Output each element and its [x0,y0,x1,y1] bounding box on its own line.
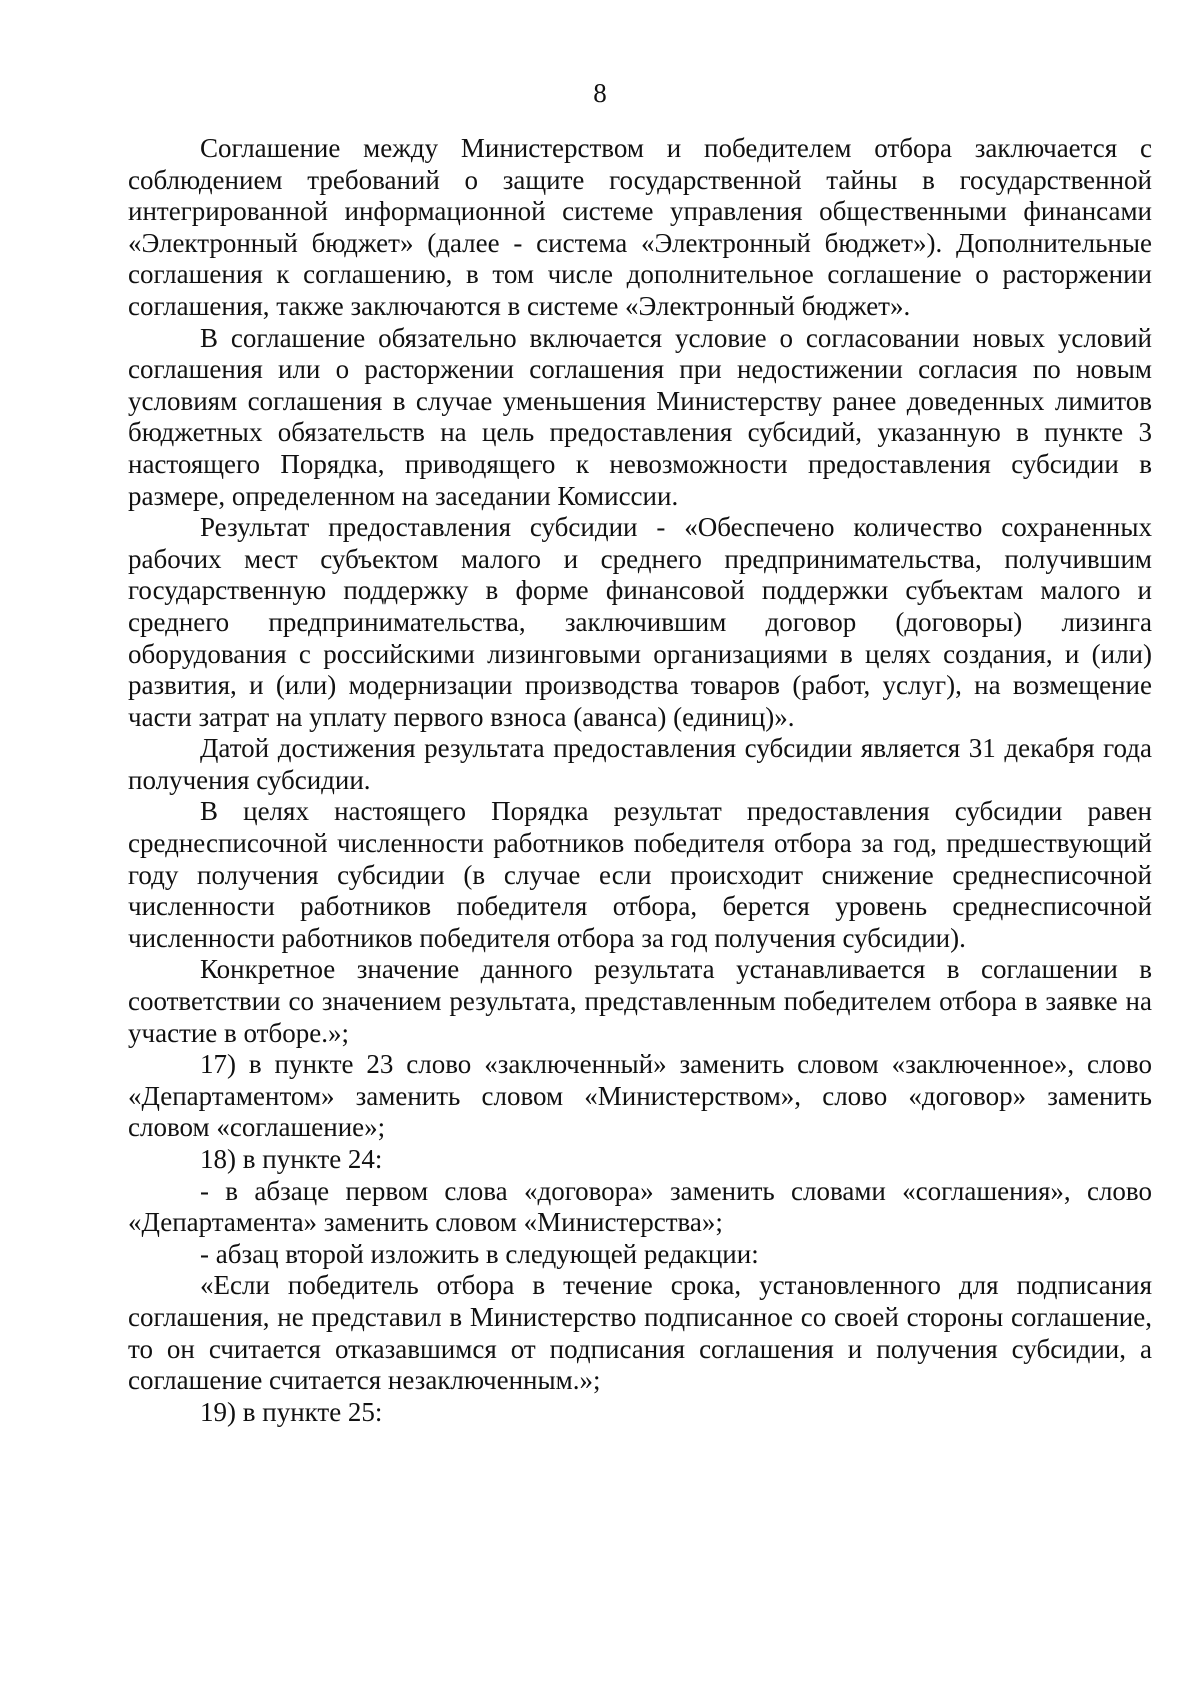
paragraph-agreement-electronic-budget: Соглашение между Министерством и победителем отбора заключается с соблюдением требований о защите государственной тайны в государственной интегрированной информационной системе управления общественными финансами «Электронный бюджет» (далее - система «Электронный бюджет»). Дополнительные соглашения к соглашению, в том числе дополнительное соглашение о расторжении соглашения, также заключаются в системе «Электронный бюджет». [128,133,1152,321]
document-body [128,133,1152,1428]
paragraph-item-19: 19) в пункте 25: [200,1396,383,1427]
paragraph-item-18: 18) в пункте 24: [200,1144,383,1174]
paragraph-result-date: Датой достижения результата предоставления субсидии является 31 декабря года получения субсидии. [128,733,1152,795]
page-number: 8 [593,78,607,108]
paragraph-item-17: 17) в пункте 23 слово «заключенный» заменить словом «заключенное», слово «Департаментом» заменить словом «Министерством», слово «договор» заменить словом «соглашение»; [128,1049,1152,1143]
paragraph-new-wording: «Если победитель отбора в течение срока, установленного для подписания соглашения, не представил в Министерство подписанное со своей стороны соглашение, то он считается отказавшимся от подписания соглашения и получения субсидии, а соглашение считается незаключенным.»; [128,1270,1152,1396]
paragraph-item-18-subitem-2: - абзац второй изложить в следующей редакции: [200,1238,759,1269]
paragraph-agreement-new-conditions: В соглашение обязательно включается условие о согласовании новых условий соглашения или о расторжении соглашения при недостижении согласия по новым условиям соглашения в случае уменьшения Министерству ранее доведенных лимитов бюджетных обязательств на цель предоставления субсидий, указанную в пункте 3 настоящего Порядка, приводящего к невозможности предоставления субсидии в размере, определенном на заседании Комиссии. [128,322,1152,511]
paragraph-result-value: Конкретное значение данного результата устанавливается в соглашении в соответствии со значением результата, представленным победителем отбора в заявке на участие в отборе.»; [128,954,1152,1048]
paragraph-item-18-subitem-1: - в абзаце первом слова «договора» заменить словами «соглашения», слово «Департамента» заменить словом «Министерства»; [128,1175,1152,1238]
paragraph-subsidy-result: Результат предоставления субсидии - «Обеспечено количество сохраненных рабочих мест субъектом малого и среднего предпринимательства, получившим государственную поддержку в форме финансовой поддержки субъектам малого и среднего предпринимательства, заключившим договор (договоры) лизинга оборудования с российскими лизинговыми организациями в целях создания, и (или) развития, и (или) модернизации производства товаров (работ, услуг), на возмещение части затрат на уплату первого взноса (аванса) (единиц)». [128,512,1152,732]
paragraph-result-average-headcount: В целях настоящего Порядка результат предоставления субсидии равен среднесписочной численности работников победителя отбора за год, предшествующий году получения субсидии (в случае если происходит снижение среднесписочной численности работников победителя отбора, берется уровень среднесписочной численности работников победителя отбора за год получения субсидии). [128,796,1152,953]
